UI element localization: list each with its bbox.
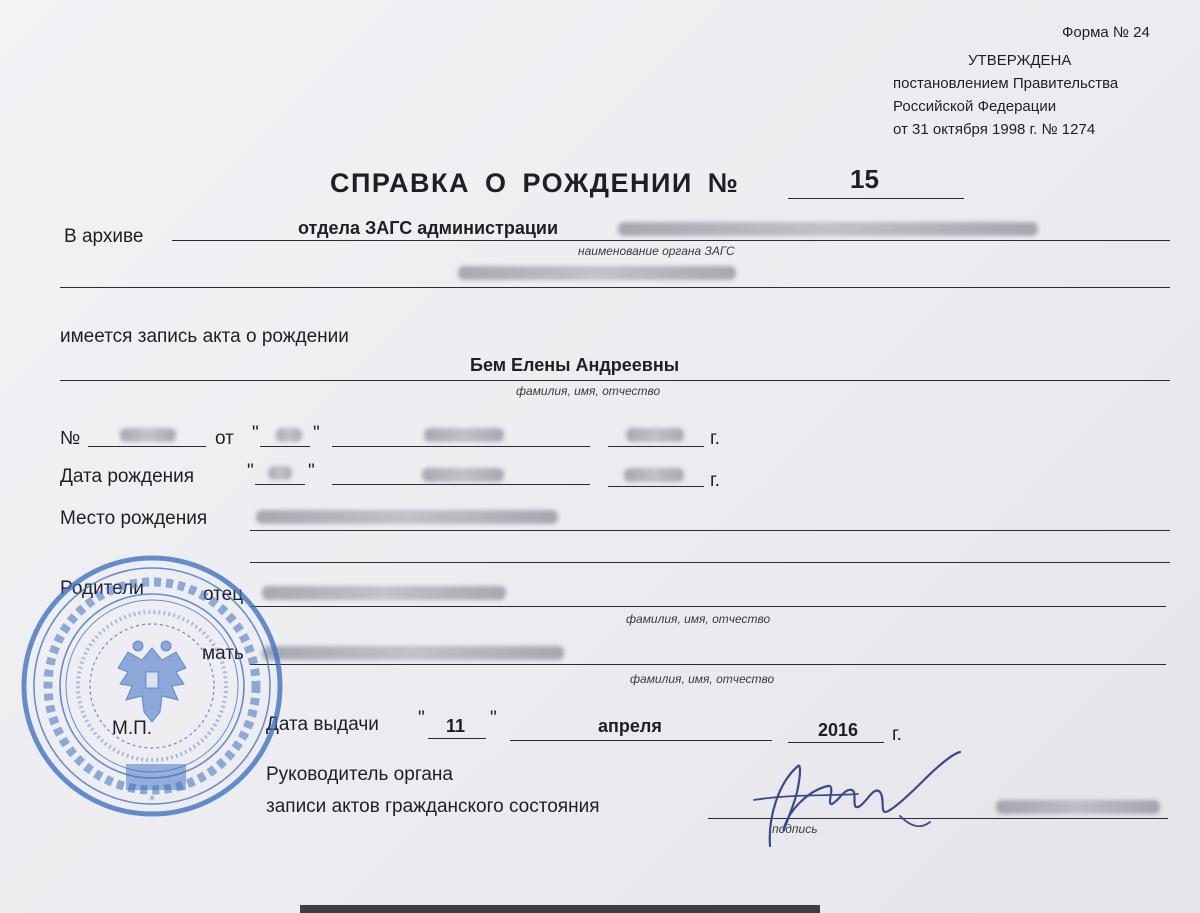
- svg-text:*: *: [149, 793, 155, 807]
- archive-value-redacted-2: [458, 266, 736, 280]
- mother-underline: [250, 664, 1166, 665]
- issue-day: 11: [446, 716, 466, 736]
- birth-year-redacted: [624, 468, 684, 482]
- signature-caption: подпись: [772, 822, 818, 836]
- record-year-suffix: г.: [710, 428, 720, 449]
- father-caption: фамилия, имя, отчество: [626, 612, 771, 626]
- issue-year-underline: [788, 742, 884, 743]
- birth-month-underline: [332, 484, 590, 485]
- record-from-label: от: [215, 428, 234, 449]
- record-day-redacted: [276, 428, 302, 442]
- page-bottom-edge: [300, 905, 820, 913]
- certificate-number: 15: [850, 164, 879, 194]
- birth-place-label: Место рождения: [60, 508, 208, 529]
- issue-date-label: Дата выдачи: [266, 714, 379, 735]
- official-seal-icon: [18, 552, 286, 820]
- mother-caption: фамилия, имя, отчество: [630, 672, 775, 686]
- birth-place-underline-2: [250, 562, 1170, 563]
- birth-date-label: Дата рождения: [60, 466, 195, 487]
- record-fullname: Бем Елены Андреевны: [470, 355, 680, 375]
- father-label: отец: [203, 584, 244, 605]
- birth-place-underline: [250, 530, 1170, 531]
- record-number-underline: [88, 446, 206, 447]
- issue-month-underline: [510, 740, 772, 741]
- form-number: Форма № 24: [1062, 24, 1150, 41]
- record-label: имеется запись акта о рождении: [60, 326, 349, 347]
- record-fullname-caption: фамилия, имя, отчество: [516, 384, 661, 398]
- archive-value-redacted: [618, 222, 1038, 236]
- parents-label: Родители: [60, 578, 144, 599]
- record-year-underline: [608, 446, 704, 447]
- approved-line-3: от 31 октября 1998 г. № 1274: [893, 121, 1096, 138]
- record-month-underline: [332, 446, 590, 447]
- record-number-redacted: [120, 428, 176, 442]
- certificate-title: СПРАВКА О РОЖДЕНИИ №: [330, 168, 740, 198]
- head-name-redacted: [996, 800, 1160, 814]
- approved-line-1: постановлением Правительства: [893, 75, 1119, 92]
- record-month-redacted: [424, 428, 504, 442]
- archive-value-print: отдела ЗАГС администрации: [298, 218, 559, 238]
- head-title-line-2: записи актов гражданского состояния: [266, 796, 600, 817]
- record-day-underline: [260, 446, 310, 447]
- approved-label: УТВЕРЖДЕНА: [968, 52, 1072, 69]
- title-number-underline: [788, 198, 964, 199]
- approved-line-2: Российской Федерации: [893, 98, 1057, 115]
- record-year-redacted: [626, 428, 684, 442]
- birth-place-redacted: [256, 510, 558, 524]
- father-name-redacted: [262, 586, 506, 600]
- record-fullname-underline: [60, 380, 1170, 381]
- mother-label: мать: [202, 643, 244, 664]
- mother-name-redacted: [262, 646, 564, 660]
- archive-label: В архиве: [64, 226, 144, 247]
- father-underline: [250, 606, 1166, 607]
- birth-day-underline: [255, 484, 305, 485]
- birth-quote-open: ": [247, 461, 254, 482]
- record-quote-open: ": [252, 423, 259, 444]
- issue-year-suffix: г.: [892, 724, 902, 745]
- birth-month-redacted: [422, 468, 504, 482]
- birth-quote-close: ": [308, 461, 315, 482]
- head-title-line-1: Руководитель органа: [266, 764, 453, 785]
- archive-underline: [172, 240, 1170, 241]
- issue-quote-open: ": [418, 708, 425, 729]
- archive-caption: наименование органа ЗАГС: [578, 244, 735, 258]
- mp-label: М.П.: [112, 718, 153, 739]
- record-number-label: №: [60, 428, 81, 449]
- issue-day-underline: [428, 738, 486, 739]
- record-quote-close: ": [313, 423, 320, 444]
- birth-year-suffix: г.: [710, 470, 720, 491]
- birth-day-redacted: [268, 466, 292, 480]
- archive-underline-2: [60, 287, 1170, 288]
- birth-year-underline: [608, 486, 704, 487]
- issue-quote-close: ": [490, 708, 497, 729]
- handwritten-signature-icon: [740, 748, 970, 863]
- issue-month: апреля: [598, 716, 662, 736]
- issue-year: 2016: [818, 720, 859, 740]
